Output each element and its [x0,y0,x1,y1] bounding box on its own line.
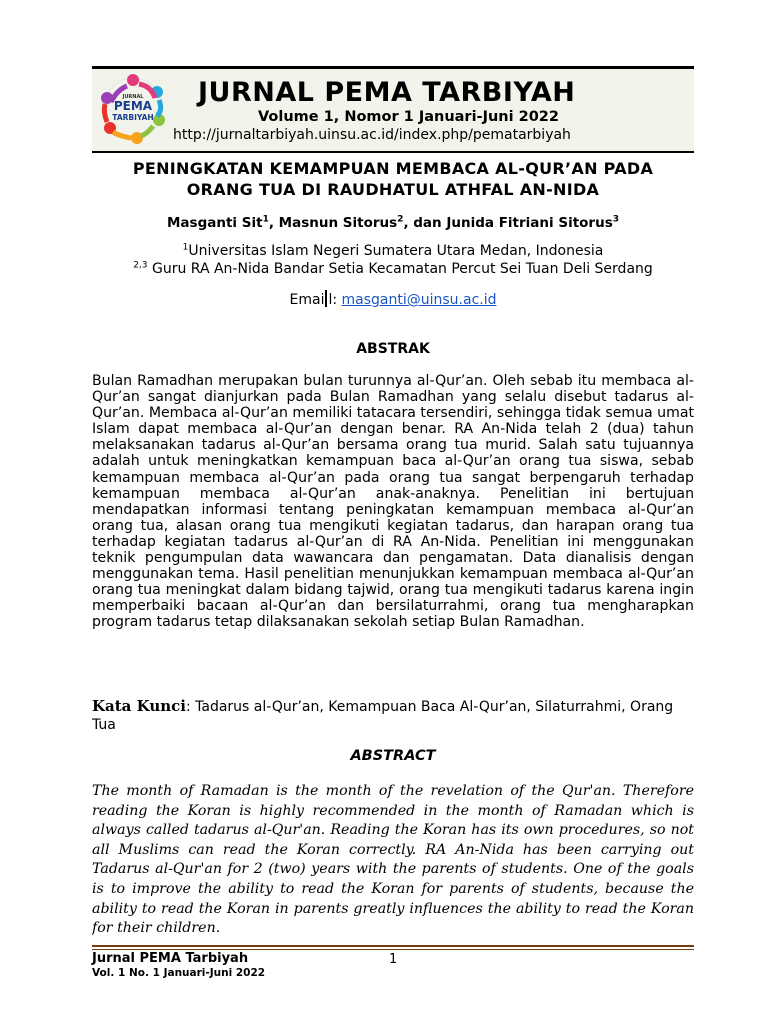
affiliation-2-sup: 2,3 [133,260,148,271]
author-sup: 3 [612,214,619,225]
abstrak-heading: ABSTRAK [356,341,430,357]
footer-rule-thin [92,949,694,950]
logo-text-bot: TARBIYAH [112,113,154,122]
journal-url[interactable]: http://jurnaltarbiyah.uinsu.ac.id/index.php/pematarbiyah [173,127,571,143]
email-label-a: Emai [289,292,325,308]
keywords [92,697,694,734]
author-sep: , dan [403,215,447,231]
logo-text-top: JURNAL [122,94,144,100]
journal-header [92,66,694,153]
journal-title: JURNAL PEMA TARBIYAH [198,77,576,108]
logo-text-mid: PEMA [113,99,153,113]
page-number: 1 [389,952,398,967]
email-line [92,290,694,308]
author-list [92,215,694,231]
affiliation-1-sup: 1 [182,242,189,253]
author-name: Masganti Sit [167,215,263,231]
author-name: Junida Fitriani Sitorus [446,215,613,231]
keywords-text: : Tadarus al-Qur’an, Kemampuan Baca Al-Qur’an, Silaturrahmi, Orang Tua [92,699,674,733]
author-name: Masnun Sitorus [278,215,398,231]
footer-volume: Vol. 1 No. 1 Januari-Juni 2022 [92,967,266,979]
abstract-heading: ABSTRACT [350,748,436,764]
affiliation-2-text: Guru RA An-Nida Bandar Setia Kecamatan Percut Sei Tuan Deli Serdang [147,261,653,277]
journal-volume: Volume 1, Nomor 1 Januari-Juni 2022 [258,109,559,125]
article-title-line2: ORANG TUA DI RAUDHATUL ATHFAL AN-NIDA [186,180,600,199]
journal-logo-icon [97,72,169,144]
abstrak-body: Bulan Ramadhan merupakan bulan turunnya al-Qur’an. Oleh sebab itu membaca al-Qur’an sangat dianjurkan pada Bulan Ramadhan yang selalu disebut tadarus al-Qur’an. Membaca al-Qur’an memiliki tatacara tersendiri, sehingga tidak semua umat Islam dapat membaca al-Qur’an dengan benar. RA An-Nida telah 2 (dua) tahun melaksanakan tadarus al-Qur’an bersama orang tua murid. Salah satu tujuannya adalah untuk meningkatkan kemampuan baca al-Qur’an orang tua siswa, sebab kemampuan membaca al-Qur’an pada orang tua sangat berpengaruh terhadap kemampuan membaca al-Qur’an anak-anaknya. Penelitian ini bertujuan mendapatkan informasi tentang peningkatan kemampuan membaca al-Qur’an orang tua, alasan orang tua mengikuti kegiatan tadarus, dan harapan orang tua terhadap kegiatan tadarus al-Qur’an di RA An-Nida. Penelitian ini menggunakan teknik pengumpulan data wawancara dan pengamatan. Data dianalisis dengan menggunakan tema. Hasil penelitian menunjukkan kemampuan membaca al-Qur’an orang tua meningkat dalam bidang tajwid, orang tua mengikuti tadarus karena ingin memperbaiki bacaan al-Qur’an dan bersilaturrahmi, orang tua mengharapkan program tadarus tetap dilaksanakan sekolah setiap Bulan Ramadhan. [92,373,694,631]
email-link[interactable]: masganti@uinsu.ac.id [341,292,497,308]
author-sup: 2 [397,214,404,225]
affiliation-2 [92,261,694,277]
abstract-body: The month of Ramadan is the month of the revelation of the Qur'an. Therefore reading the Koran is highly recommended in the month of Ramadan which is always called tadarus al-Qur'an. Reading the Koran has its own procedures, so not all Muslims can read the Koran correctly. RA An-Nida has been carrying out Tadarus al-Qur'an for 2 (two) years with the parents of students. One of the goals is to improve the ability to read the Koran for parents of students, because the ability to read the Koran in parents greatly influences the ability to read the Koran for their children. [92,783,694,937]
article-title-line1: PENINGKATAN KEMAMPUAN MEMBACA AL-QUR’AN PADA [132,159,654,178]
author-sup: 1 [262,214,269,225]
author-sep: , [268,215,279,231]
footer-rule [92,945,694,947]
affiliation-1-text: Universitas Islam Negeri Sumatera Utara Medan, Indonesia [188,243,604,259]
keywords-label: Kata Kunci [92,697,186,715]
affiliation-1 [92,243,694,259]
footer-journal: Jurnal PEMA Tarbiyah [92,951,249,966]
article-title [92,158,694,200]
email-label-b: l: [328,292,342,308]
